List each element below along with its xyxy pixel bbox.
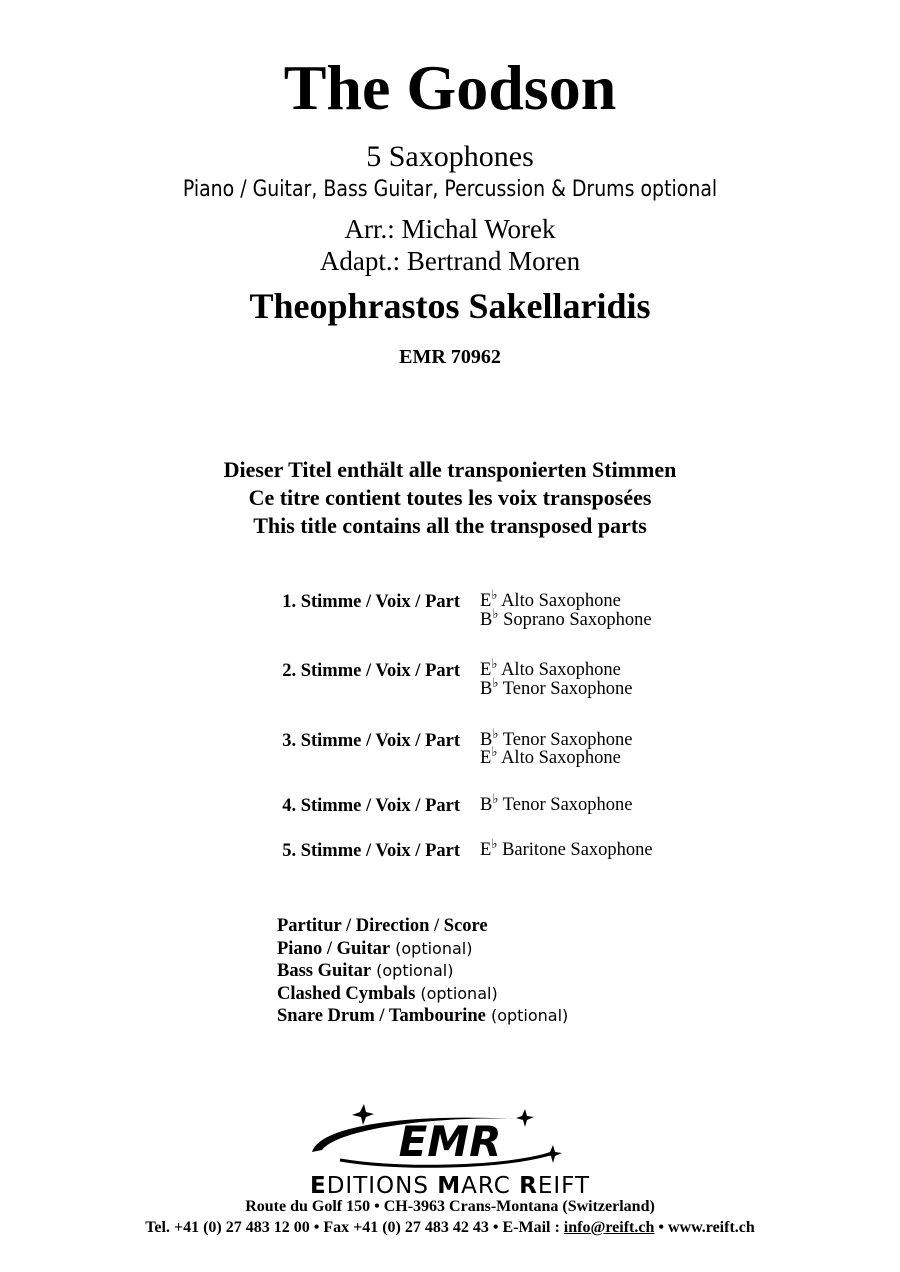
subtitle: 5 Saxophones [366, 140, 534, 173]
note-french: Ce titre contient toutes les voix transposées [248, 485, 652, 510]
extra-item: Bass Guitar (optional) [277, 961, 454, 981]
part-4-instrument-1: B♭ Tenor Saxophone [480, 790, 633, 815]
part-label-5: 5. Stimme / Voix / Part [282, 841, 460, 861]
part-1-instrument-2: B♭ Soprano Saxophone [480, 605, 652, 630]
publisher-contact: Tel. +41 (0) 27 483 12 00 • Fax +41 (0) 27 483 42 43 • E-Mail : info@reift.ch • www.reift.ch [145, 1219, 755, 1236]
star-icon [516, 1109, 534, 1127]
note-english: This title contains all the transposed parts [253, 513, 647, 538]
part-label-4: 4. Stimme / Voix / Part [282, 796, 460, 816]
flat-icon: ♭ [492, 674, 499, 690]
extra-item: Partitur / Direction / Score [277, 916, 488, 936]
part-5-instrument-1: E♭ Baritone Saxophone [480, 835, 653, 860]
part-3-instrument-2: E♭ Alto Saxophone [480, 743, 621, 768]
flat-icon: ♭ [492, 725, 499, 741]
extras-list [277, 915, 568, 1028]
star-icon [352, 1104, 374, 1125]
catalog-number: EMR 70962 [399, 346, 501, 368]
publisher-address: Route du Golf 150 • CH-3963 Crans-Montana (Switzerland) [245, 1198, 655, 1215]
part-label-3: 3. Stimme / Voix / Part [282, 731, 460, 751]
flat-icon: ♭ [491, 743, 498, 759]
adapter: Adapt.: Bertrand Moren [319, 246, 581, 276]
flat-icon: ♭ [492, 790, 499, 806]
logo-text: EMR [398, 1117, 502, 1166]
extra-item: Piano / Guitar (optional) [277, 938, 473, 959]
arranger: Arr.: Michal Worek [344, 214, 556, 244]
part-1-instrument-1: E♭ Alto Saxophone [480, 586, 621, 611]
flat-icon: ♭ [491, 655, 498, 671]
part-label-2: 2. Stimme / Voix / Part [282, 661, 460, 681]
note-german: Dieser Titel enthält alle transponierten Stimmen [223, 457, 677, 482]
part-label-1: 1. Stimme / Voix / Part [282, 592, 460, 612]
extra-item: Clashed Cymbals (optional) [277, 983, 498, 1004]
title: The Godson [283, 52, 617, 123]
part-3-instrument-1: B♭ Tenor Saxophone [480, 725, 633, 750]
emr-logo [300, 1104, 600, 1176]
instrumentation: Piano / Guitar, Bass Guitar, Percussion & Drums optional [182, 177, 718, 202]
flat-icon: ♭ [491, 835, 498, 851]
composer: Theophrastos Sakellaridis [249, 286, 651, 326]
flat-icon: ♭ [491, 586, 498, 602]
part-2-instrument-1: E♭ Alto Saxophone [480, 655, 621, 680]
publisher-wordmark: EDITIONS MARC REIFT [309, 1173, 591, 1199]
flat-icon: ♭ [492, 605, 499, 621]
extra-item: Snare Drum / Tambourine (optional) [277, 1006, 569, 1026]
part-2-instrument-2: B♭ Tenor Saxophone [480, 674, 633, 699]
email-link[interactable]: info@reift.ch [563, 1219, 655, 1236]
